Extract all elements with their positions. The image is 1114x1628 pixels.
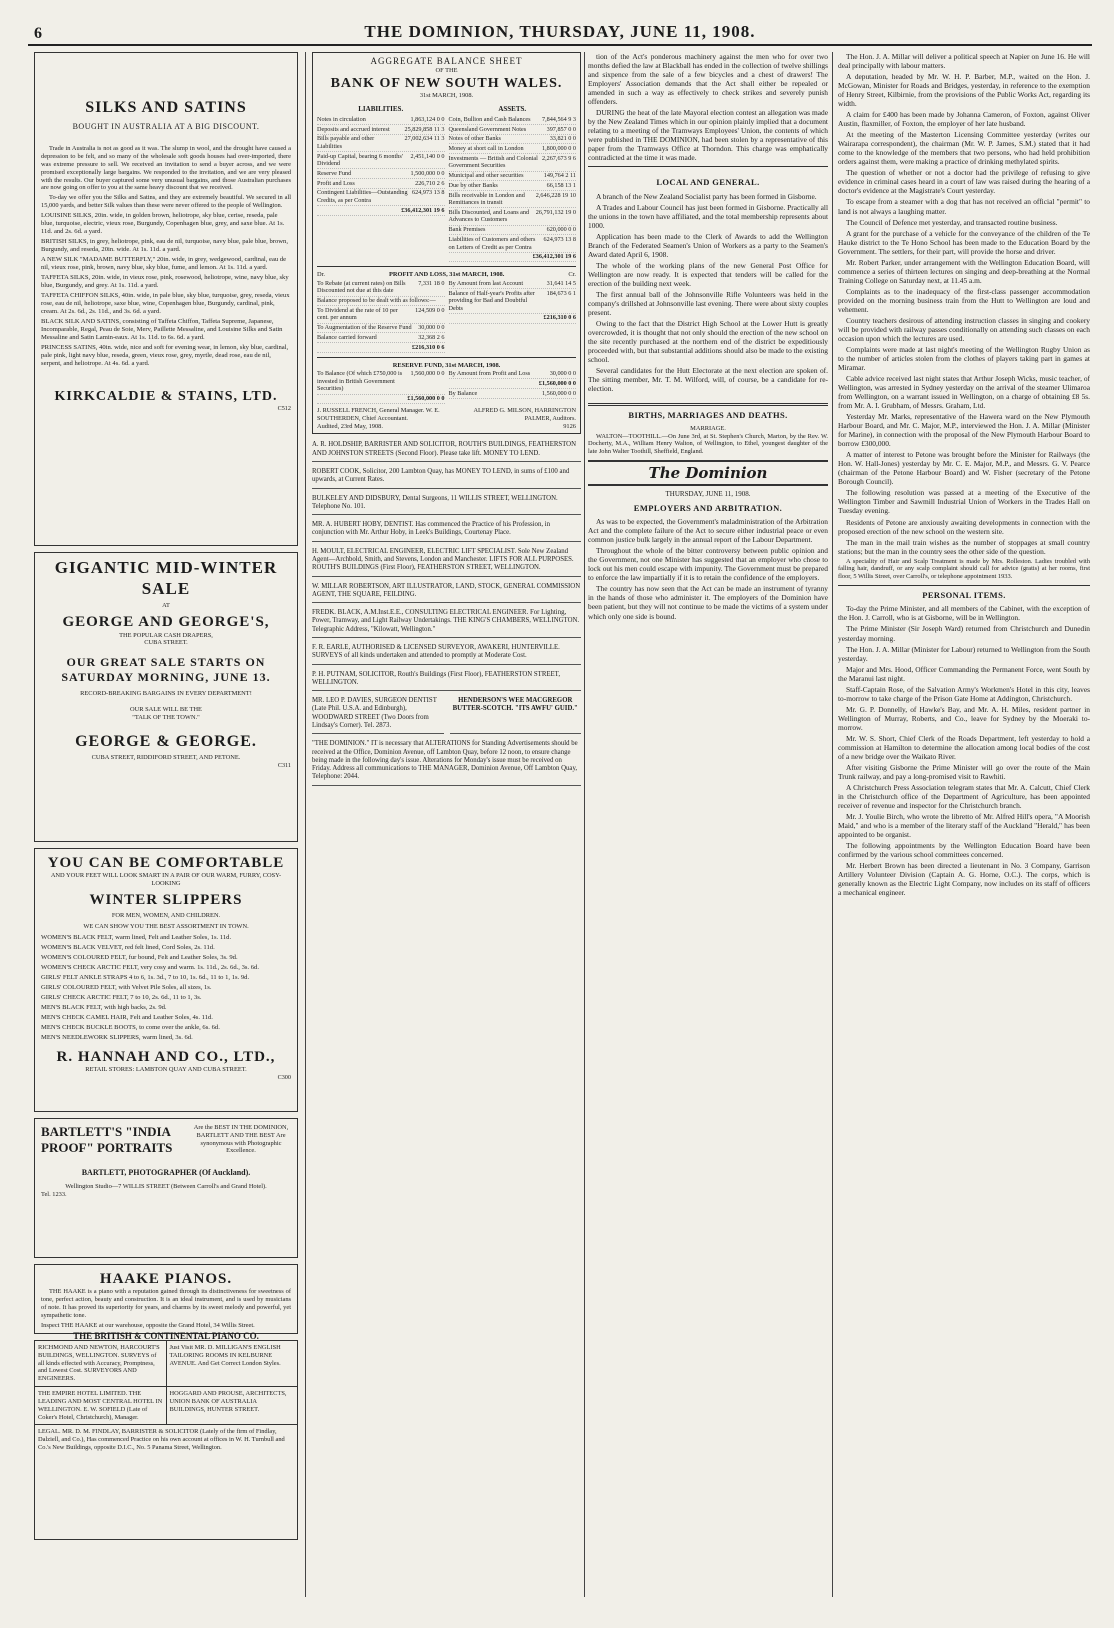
slippers-heading: WINTER SLIPPERS: [89, 891, 243, 908]
pl-line: To Dividend at the rate of 10 per cent. per annum 124,509 0 0: [317, 306, 445, 323]
professional-card: MR. LEO P. DAVIES, SURGEON DENTIST (Late Phil. U.S.A. and Edinburgh), WOODWARD STREET (Two Doors from Lindsay's Corner). Tel. 2873.: [312, 694, 444, 734]
george-address: CUBA STREET, RIDDIFORD STREET, AND PETONE.: [91, 754, 241, 762]
local-item: Several candidates for the Hutt Electorate at the next election are spoken of. The sitting member, Mr. T. M. Wilford, will, of course, be a candidate for re-election.: [588, 366, 828, 394]
slippers-intro: WE CAN SHOW YOU THE BEST ASSORTMENT IN TOWN.: [83, 923, 249, 931]
pl-heading: PROFIT AND LOSS, 31st MARCH, 1908.: [389, 271, 505, 279]
asset-line: Notes of other Banks 33,821 0 0: [449, 135, 577, 145]
comfortable-heading: YOU CAN BE COMFORTABLE: [47, 855, 285, 871]
pl-line: Balance proposed to be dealt with as follows:—: [317, 297, 445, 307]
ad-ref: C512: [277, 405, 291, 413]
newspaper-title: THE DOMINION, THURSDAY, JUNE 11, 1908.: [364, 22, 756, 41]
silks-item: BRITISH SILKS, in grey, heliotrope, pink, eau de nil, turquoise, navy blue, pale blue, brown, Burgundy, and reseda, 20in. wide. At 1s. 11d. a yard.: [41, 237, 288, 253]
silks-intro: Trade in Australia is not as good as it was. The slump in wool, and the drought have caused a depression to be felt, and so many of the wholesale soft goods houses had over-imported, there was extreme pressure to sell. We received an invitation to send a buyer across, and we were promised exceptionally large bargains. We responded to the invitation, and we are very pleased with the results. Our buyer captured some very unusual bargains, and those Australian purchases are now going on offer to you at the same heavy discount that we received.: [41, 145, 291, 192]
bmd-heading: BIRTHS, MARRIAGES AND DEATHS.: [628, 410, 788, 421]
liability-line: Paid-up Capital, bearing 6 months' Dividend 2,451,140 0 0: [317, 152, 445, 169]
pl-line: To Rebate (at current rates) on Bills Discounted not due at this date 7,331 18 0: [317, 279, 445, 296]
bank-auditors: ALFRED G. MILSON, HARRINGTON PALMER, Auditors.: [473, 407, 576, 422]
personal-item: Mr. G. P. Donnelly, of Hawke's Bay, and Mr. A. H. Miles, resident partner in Wellington of Murray, Roberts, and Co., leave for Sydney by the Moeraki to-morrow.: [838, 704, 1090, 732]
asset-line: Municipal and other securities 149,764 2 11: [449, 172, 577, 182]
hannah-firm: R. HANNAH AND CO., LTD.,: [56, 1049, 276, 1066]
column-rule: [305, 52, 306, 1597]
news-item: A matter of interest to Petone was brought before the Minister for Railways (the Hon. W. Hall-Jones) yesterday by Mr. C. E. Major, M.P., and Messrs. G. V. Pearce (chairman of the Petone Harbour Board) and W. Fisher (secretary of the Petone Borough Council).: [838, 450, 1090, 487]
professional-card: BULKELEY AND DIDSBURY, Dental Surgeons, 11 WILLIS STREET, WELLINGTON. Telephone No. 101.: [312, 492, 581, 516]
personal-item: Mr. J. Youlie Birch, who wrote the libretto of Mr. Alfred Hill's opera, "A Moorish Maid," and who is a member of the literary staff of the Auckland "Herald," has been appointed to be organist.: [838, 812, 1090, 840]
silks-item: A NEW SILK "MADAME BUTTERFLY," 20in. wide, in grey, wedgewood, cardinal, eau de nil, vieux rose, pink, brown, navy blue, sky blue, fume, and lemon. At 1s. 11d. a yard.: [41, 255, 287, 271]
balance-sheet-date: 31st MARCH, 1908.: [419, 91, 474, 99]
bartlett-tel: Tel. 1233.: [41, 1191, 67, 1199]
haake-advertisement: [34, 1264, 298, 1342]
reserve-fund-heading: RESERVE FUND, 31st MARCH, 1908.: [392, 361, 501, 369]
sale-record: RECORD-BREAKING BARGAINS IN EVERY DEPARTMENT!: [80, 690, 252, 698]
asset-line: Money at short call in London 1,800,000 0 0: [449, 144, 577, 154]
george-tagline: THE POPULAR CASH DRAPERS,: [119, 631, 213, 639]
silks-item: TAFFETA SILKS, 20in. wide, in vieux rose, pink, rosewood, heliotrope, wine, navy blue, sky blue, Burgundy, and grey. At 1s. 11d. a yard.: [41, 273, 289, 290]
pl-line: Balance of Half-year's Profits after providing for Bad and Doubtful Debts 184,673 6 1: [449, 289, 577, 314]
henderson-ad: HENDERSON'S WEE MACGREGOR BUTTER-SCOTCH. "ITS AWFU' GUID.": [450, 694, 582, 734]
news-item: The following resolution was passed at a meeting of the Executive of the Wellington Timber and Sawmill Industrial Union of Workers in the Trades Hall on Tuesday evening.: [838, 488, 1090, 516]
asset-line: Queensland Government Notes 397,857 0 0: [449, 125, 577, 135]
editorial-paragraph: As was to be expected, the Government's maladministration of the Arbitration Act and the complete failure of the Act to secure either industrial peace or even common justice bulk largely in the annual report of the Labour Department.: [588, 517, 828, 545]
findlay-ad: LEGAL. MR. D. M. FINDLAY, BARRISTER & SOLICITOR (Lately of the firm of Findlay, Dalziell, and Co.), Has commenced Practice on his own account at offices in W. H. Turnbull and Co.'s New Buildings, opposite D.I.C., No. 5 Panama Street, Wellington.: [38, 1428, 285, 1451]
silks-subheading: BOUGHT IN AUSTRALIA AT A BIG DISCOUNT.: [72, 121, 260, 131]
news-item: The Council of Defence met yesterday, and transacted routine business.: [846, 217, 1058, 227]
rf-total: £1,560,000 0 0: [317, 395, 445, 405]
bartlett-claim: Are the BEST IN THE DOMINION, BARTLETT AND THE BEST Are synonymous with Photographic Excellence.: [193, 1124, 289, 1155]
bartlett-heading: BARTLETT'S "INDIA PROOF" PORTRAITS: [41, 1124, 173, 1155]
professional-card: P. H. PUTNAM, SOLICITOR, Routh's Buildings (First Floor), FEATHERSTON STREET, WELLINGTON.: [312, 668, 581, 692]
professional-card: A. R. HOLDSHIP, BARRISTER AND SOLICITOR, ROUTH'S BUILDINGS, FEATHERSTON AND JOHNSTON STREETS (Second Floor). Please take lift. MONEY TO LEND.: [312, 438, 581, 462]
marriage-heading: MARRIAGE.: [690, 424, 726, 432]
asset-line: Coin, Bullion and Cash Balances 7,844,564 9 3: [449, 115, 577, 125]
pl-cr: Cr.: [568, 271, 576, 279]
comfortable-sub: AND YOUR FEET WILL LOOK SMART IN A PAIR OF OUR WARM, FURRY, COSY-LOOKING: [50, 872, 282, 888]
silks-heading: SILKS AND SATINS: [85, 99, 247, 116]
column-1: [34, 52, 298, 1597]
piano-co: THE BRITISH & CONTINENTAL PIANO CO.: [73, 1331, 259, 1342]
pl-dr: Dr.: [317, 271, 325, 279]
personal-item: A Christchurch Press Association telegram states that Mr. A. Calcutt, Chief Clerk in the Christchurch office of the Department of Agriculture, has been appointed receiver of revenue and inspector for the Christchurch branch.: [838, 782, 1090, 811]
news-item: The man in the mail train wishes as the number of stoppages at small country stations; but the man in the country sees the other side of the question.: [838, 537, 1090, 556]
slipper-item: WOMEN'S BLACK FELT, warm lined, Felt and Leather Soles, 1s. 11d.: [41, 933, 232, 941]
slipper-item: MEN'S BLACK FELT, with high backs, 2s. 9d.: [41, 1004, 167, 1012]
asset-line: Bank Premises 620,000 0 0: [449, 226, 577, 236]
personal-item: Staff-Captain Rose, of the Salvation Army's Workmen's Hotel in this city, leaves to-morrow to take charge of the Prison Gate Home at Addington, Christchurch.: [838, 684, 1090, 703]
personal-item: After visiting Gisborne the Prime Minister will go over the route of the Main Trunk railway, and pay a long-promised visit to Rawhiti.: [838, 762, 1090, 781]
slipper-item: MEN'S NEEDLEWORK SLIPPERS, warm lined, 3s. 6d.: [41, 1034, 193, 1042]
personal-item: The following appointments by the Wellington Education Board have been confirmed by the various school committees concerned.: [838, 841, 1090, 860]
professional-card: F. R. EARLE, AUTHORISED & LICENSED SURVEYOR, AWAKERI, HUNTERVILLE. SURVEYS of all kinds undertaken and attended to promptly at Moderate Cost.: [312, 641, 581, 665]
hannah-address: RETAIL STORES: LAMBTON QUAY AND CUBA STREET.: [85, 1066, 247, 1074]
personal-item: Major and Mrs. Hood, Officer Commanding the Permanent Force, went South by the Maranui last night.: [838, 664, 1090, 683]
pl-line: Balance carried forward 32,368 2 6: [317, 333, 445, 343]
pl-line: By Amount from last Account 31,641 14 5: [449, 279, 577, 289]
silks-item: PRINCESS SATINS, 40in. wide, nice and soft for evening wear, in lemon, sky blue, cardinal, pale pink, light navy blue, reseda, green, vieux rose, grey, myrtle, dead rose, eau de nil, serpent, and heliotrope. At 4s. 6d. a yard.: [41, 344, 289, 368]
hannah-advertisement: [34, 848, 298, 1112]
personal-item: The Prime Minister (Sir Joseph Ward) returned from Christchurch and Dunedin yesterday morning.: [838, 624, 1090, 643]
ad-ref: C300: [277, 1074, 291, 1082]
richmond-newton-ad: RICHMOND AND NEWTON, HARCOURT'S BUILDINGS, WELLINGTON. SURVEYS of all kinds effected with Accuracy, Promptness, and Lowest Cost. SURVEYORS AND ENGINEERS.: [38, 1344, 160, 1383]
news-item: Country teachers desirous of attending instruction classes in singing and cookery will be provided with railway passes conditionally on attending such classes on each occasion upon which the lectures are used.: [838, 315, 1090, 343]
liability-line: Bills payable and other Liabilities 27,002,634 11 3: [317, 135, 445, 152]
news-item: Residents of Petone are anxiously awaiting developments in connection with the proposed erection of the new school on the western site.: [838, 517, 1090, 536]
local-item: The first annual ball of the Johnsonville Rifle Volunteers was held in the company's drillshed at Johnsonville last evening. There were about sixty couples present.: [588, 290, 828, 318]
bank-name: BANK OF NEW SOUTH WALES.: [330, 75, 563, 91]
haake-text: THE HAAKE is a piano with a reputation gained through its distinctiveness for sweetness of tone, perfect action, beauty and construction. It is an ideal instrument, and is used by musicians of note. It has proved its superiority for years, and charms by its sweet melody and powerful, yet sympathetic tone.: [41, 1288, 291, 1319]
sale-heading: GIGANTIC MID-WINTER SALE: [54, 558, 278, 598]
slipper-item: WOMEN'S COLOURED FELT, fur bound, Felt and Leather Soles, 3s. 9d.: [41, 953, 238, 961]
asset-line: Due by other Banks 66,158 13 1: [449, 181, 577, 191]
liability-line: Profit and Loss 226,710 2 6: [317, 179, 445, 189]
professional-card: FREDK. BLACK, A.M.Inst.E.E., CONSULTING ELECTRICAL ENGINEER. For Lighting, Power, Tramway, and Light Railway Undertakings. THE KING'S CHAMBERS, WELLINGTON. Telegraphic Address, "Kilowatt, Wellington.": [312, 606, 581, 638]
balance-sheet-of: OF THE: [435, 66, 458, 74]
local-item: A branch of the New Zealand Socialist party has been formed in Gisborne.: [596, 191, 817, 201]
news-item: The Hon. J. A. Millar will deliver a political speech at Napier on June 16. He will deal principally with labour matters.: [838, 52, 1090, 71]
george-advertisement: [34, 552, 298, 842]
news-item: Cable advice received last night states that Arthur Joseph Wicks, music teacher, of Wellington, was arrested in Sydney yesterday on the arrival of the steamer Ulimaroa from Wellington, on a warrant issued in Wellington, on a charge of obtaining £8 5s. from Mr. A. I. Grubham, of Messrs. Graham, Ltd.: [838, 374, 1090, 411]
local-item: The whole of the working plans of the new General Post Office for Wellington are now ready. It is expected that tenders will be called for the erection of the building next week.: [588, 260, 828, 289]
balance-sheet-title: AGGREGATE BALANCE SHEET: [370, 56, 523, 66]
asset-line: Bills receivable in London and Remittances in transit 2,646,228 19 10: [449, 191, 577, 208]
small-ads-grid: [34, 1340, 298, 1540]
professional-card: MR. A. HUBERT HOBY, DENTIST. Has commenced the Practice of his Profession, in conjunction with Mr. Arthur Hoby, in Leek's Buildings, Courtenay Place.: [312, 518, 581, 542]
kirkcaldie-signature: KIRKCALDIE & STAINS, LTD.: [54, 389, 278, 405]
rf-line: By Amount from Profit and Loss 30,000 0 0: [449, 370, 577, 380]
liability-line: Notes in circulation 1,863,124 0 0: [317, 115, 445, 125]
ad-ref: 9126: [563, 422, 576, 430]
slipper-item: MEN'S CHECK CAMEL HAIR, Felt and Leather Soles, 4s. 11d.: [41, 1014, 213, 1022]
masthead: [28, 22, 1092, 46]
ad-ref: C311: [277, 762, 291, 770]
personal-item: To-day the Prime Minister, and all members of the Cabinet, with the exception of the Hon. J. Carroll, who is at Gisborne, will be in Wellington.: [838, 604, 1090, 623]
asset-line: Liabilities of Customers and others on Letters of Credit as per Contra 624,973 13 8: [449, 235, 577, 252]
hair-treatment-notice: A speciality of Hair and Scalp Treatment is made by Mrs. Rolleston. Ladies troubled with falling hair, dandruff, or any scalp complaint should call for advice (gratis) at her rooms, first floor, 5 Willis Street, over Carroll's, or telephone appointment 1933.: [838, 557, 1090, 581]
column-rule: [584, 52, 585, 1597]
article-paragraph: tion of the Act's ponderous machinery against the men who for over two months defied the law at Blackball has ended in the collection of twelve shillings and sixpence from the sale of a few bicycles and a chest of drawers! The Employers' Association demands that the Act shall either be repealed or amended in such a way as effectively to check strikes and severely punish offenders.: [588, 52, 828, 107]
personal-item: The Hon. J. A. Millar (Minister for Labour) returned to Wellington from the South yesterday.: [838, 644, 1090, 663]
professional-card: H. MOULT, ELECTRICAL ENGINEER, ELECTRIC LIFT SPECIALIST. Sole New Zealand Agent—Archbold, Smith, and Stevens, London and Manchester. LIFTS FOR ALL PURPOSES. ROUTH'S BUILDINGS (First Floor), FEATHERSTON STREET, WELLINGTON.: [312, 545, 581, 577]
sale-at: AT: [162, 602, 170, 610]
balance-sheet: [312, 52, 581, 434]
empire-hotel-ad: THE EMPIRE HOTEL LIMITED. THE LEADING AND MOST CENTRAL HOTEL IN WELLINGTON. E. W. SOFIELD (Late of Coker's Hotel, Christchurch), Manager.: [38, 1390, 163, 1421]
pl-total: £216,310 0 6: [317, 343, 445, 353]
liability-line: Reserve Fund 1,500,000 0 0: [317, 169, 445, 179]
asset-line: Investments — British and Colonial Government Securities 2,267,673 9 6: [449, 154, 577, 171]
editorial-dateline: THURSDAY, JUNE 11, 1908.: [665, 490, 751, 499]
dominion-notice: "THE DOMINION." IT is necessary that ALTERATIONS for Standing Advertisements should be received at the Office, Dominion Avenue, off Lambton Quay, before 12 noon, to ensure change being made in the following day's issue. Alterations for Monday's issue must be received on Friday. Address all communications to THE MANAGER, Dominion Avenue, Off Lambton Quay, Telephone: 2044.: [312, 737, 581, 785]
assets-heading: ASSETS.: [498, 104, 527, 113]
local-item: A Trades and Labour Council has just been formed in Gisborne. Practically all the unions in the town have affiliated, and the total membership represents about 1000.: [588, 202, 828, 230]
news-item: Complaints as to the inadequacy of the first-class passenger accommodation provided on the morning business train from the Hutt to Wellington are loud and vehement.: [838, 286, 1090, 314]
dominion-masthead: The Dominion: [588, 460, 828, 486]
haake-inspect: Inspect THE HAAKE at our warehouse, opposite the Grand Hotel, 34 Willis Street.: [41, 1321, 255, 1329]
george-firm: GEORGE AND GEORGE'S,: [62, 614, 270, 631]
local-item: Owing to the fact that the District High School at the Lower Hutt is greatly overcrowded, it is thought that not only should the erection of the new school on the site recently purchased at the northern end of the district be expeditiously proceeded with, but that substantial additions should also be made to the existing school.: [588, 319, 828, 365]
slipper-item: GIRLS' COLOURED FELT, with Velvet Pile Soles, all sizes, 1s.: [41, 984, 212, 991]
professional-card: W. MILLAR ROBERTSON, ART ILLUSTRATOR, LAND, STOCK, GENERAL COMMISSION AGENT, THE SQUARE, FEILDING.: [312, 580, 581, 604]
rf-total: £1,560,000 0 0: [449, 379, 577, 389]
personal-items-heading: PERSONAL ITEMS.: [922, 590, 1006, 601]
pl-line: To Augmentation of the Reserve Fund 30,000 0 0: [317, 324, 445, 334]
article-paragraph: DURING the heat of the late Mayoral election contest an allegation was made by the New Zealand Times which in our opinion plainly implied that a document relating to a meeting of the Tramways Employees' Union, the contents of which were published in THE DOMINION, had been stolen by a representative of this paper from the Tramways Office at Thorndon. This charge was emphatically contradicted at the time it was made.: [588, 108, 828, 163]
column-rule: [832, 52, 833, 1597]
news-item: A grant for the purchase of a vehicle for the conveyance of the children of the Te Hauke district to the Te Hono School has been made to the Education Board by the Government. The settlers, for their part, will provide the horse and driver.: [838, 228, 1090, 256]
local-item: Application has been made to the Clerk of Awards to add the Wellington Branch of the Federated Seamen's Union of Workers as a party to the Seamen's Award dated April 6, 1908.: [588, 231, 828, 259]
asset-line: Bills Discounted, and Loans and Advances to Customers 26,791,132 19 0: [449, 208, 577, 225]
slipper-item: GIRLS' FELT ANKLE STRAPS 4 to 6, 1s. 3d., 7 to 10, 1s. 6d., 11 to 1, 1s. 9d.: [41, 973, 250, 981]
silks-item: TAFFETA CHIFFON SILKS, 40in. wide, in pale blue, sky blue, turquoise, grey, reseda, vieux rose, eau de nil, heliotrope, saxe blue, wine, Copenhagen blue, Burgundy, cardinal, pink, cream. At 2s. 6d., 2s. 11d., and 3s. 6d. a yard.: [41, 292, 290, 316]
page-number: 6: [34, 25, 42, 42]
liabilities-total: £36,412,301 19 6: [317, 206, 445, 216]
column-2: [312, 52, 581, 1597]
news-item: Yesterday Mr. Marks, representative of the Hawera ward on the New Plymouth Harbour Board, and Mr. C. Major, M.P., interviewed the Hon. J. A. Millar (Minister for Marine), in connection with the proposal of the New Plymouth Harbour Board to borrow £300,000.: [838, 412, 1090, 449]
news-item: A claim for £400 has been made by Johanna Cameron, of Foxton, against Oliver Austin, flaxmiller, of Foxton, the employer of her late husband.: [838, 110, 1090, 129]
hoggard-prouse-ad: HOGGARD AND PROUSE, ARCHITECTS, UNION BANK OF AUSTRALIA BUILDINGS, HUNTER STREET.: [166, 1387, 298, 1424]
news-item: At the meeting of the Masterton Licensing Committee yesterday (writes our Wairarapa correspondent), the chairman (Mr. W. P. James, S.M.) stated that it had come to the knowledge of the members that two persons, who had held prohibition orders against them, were making a practice of drinking methylated spirits.: [838, 130, 1090, 167]
professional-card: ROBERT COOK, Solicitor, 200 Lambton Quay, has MONEY TO LEND, in sums of £100 and upwards, at Current Rates.: [312, 465, 581, 489]
liability-line: Contingent Liabilities—Outstanding Credits, as per Contra 624,973 13 8: [317, 189, 445, 206]
silks-offer: To-day we offer you the Silks and Satins, and they are extremely beautiful. We secured in all 15,000 yards, and better Silk values than these were never offered to the people of Wellington.: [41, 194, 291, 209]
bartlett-advertisement: [34, 1118, 298, 1258]
marriage-notice: WALTON—TOOTHILL.—On June 3rd, at St. Stephen's Church, Marton, by the Rev. W. Docherty, M.A., William Henry Walton, of Wellington, to Ethel, youngest daughter of the late John Walter Toothill, Sheffield, England.: [588, 432, 828, 456]
editorial-heading: EMPLOYERS AND ARBITRATION.: [633, 502, 783, 513]
personal-item: Mr. W. S. Short, Chief Clerk of the Roads Department, left yesterday to hold a commission at Hamilton to determine the allocation among local bodies of the cost of a new bridge over the Waikato River.: [838, 733, 1090, 761]
silks-item: LOUISINE SILKS, 20in. wide, in golden brown, heliotrope, sky blue, cerise, reseda, pale blue, turquoise, electric, vieux rose, Burgundy, Copenhagen blue, grey, and saxe blue. At 1s. 11d. and 2s. 6d. a yard.: [41, 211, 285, 235]
george-street: CUBA STREET.: [144, 639, 188, 647]
milligan-ad: Just Visit MR. D. MILLIGAN'S ENGLISH TAILORING ROOMS IN KELBURNE AVENUE. And Get Correct London Styles.: [166, 1341, 298, 1386]
news-item: A deputation, headed by Mr. W. H. P. Barber, M.P., waited on the Hon. J. McGowan, Minister for Roads and Bridges, yesterday, in reference to the exemption of Henry Street, Kilbirnie, from the provisions of the Public Works Act, regarding its width.: [838, 72, 1090, 109]
slipper-item: GIRLS' CHECK ARCTIC FELT, 7 to 10, 2s. 6d., 11 to 1, 3s.: [41, 994, 202, 1002]
haake-heading: HAAKE PIANOS.: [99, 1271, 233, 1287]
assets-total: £36,412,301 19 6: [449, 253, 577, 263]
slipper-item: WOMEN'S CHECK ARCTIC FELT, very cosy and warm. 1s. 11d., 2s. 6d., 3s. 6d.: [41, 963, 259, 971]
sale-will-be: OUR SALE WILL BE THE: [130, 706, 202, 714]
editorial-paragraph: The country has now seen that the Act can be made an instrument of tyranny in the hands of those who administer it. The employers of the Dominion have been patient, but they will not continue to be made the victims of a system under which only one side is bound.: [588, 584, 828, 621]
column-3: [588, 52, 828, 1597]
news-item: Complaints were made at last night's meeting of the Wellington Rugby Union as to the number of articles stolen from the clothes of players taking part in games at Miramar.: [838, 344, 1090, 372]
audited-date: Audited, 23rd May, 1908.: [317, 422, 383, 430]
slipper-item: WOMEN'S BLACK VELVET, red felt lined, Cord Soles, 2s. 11d.: [41, 943, 215, 951]
george-signature: GEORGE & GEORGE.: [75, 732, 257, 750]
liability-line: Deposits and accrued interest 25,829,858 11 3: [317, 125, 445, 135]
slippers-for: FOR MEN, WOMEN, AND CHILDREN.: [111, 912, 221, 920]
personal-item: Mr. Herbert Brown has been directed a lieutenant in No. 3 Company, Garrison Artillery Volunteer Division (Captain A. G. Horne, O.C.). The corps, which is generally known as the Electric Light Company, now includes on its staff of officers a mechanical engineer.: [838, 861, 1090, 898]
silks-item: BLACK SILK AND SATINS, consisting of Taffeta Chiffon, Taffeta Supreme, Japanese, Incomparable, Regal, Peau de Soie, Merv, Paillette Messaline, and Louisine Silks and Satin Messaline and Satin Lamin-eaux. At 1s. 11d. to 6s. 6d. a yard.: [41, 318, 283, 342]
pl-total: £216,310 0 6: [449, 314, 577, 324]
sale-talk: "TALK OF THE TOWN.": [132, 714, 200, 722]
rf-line: By Balance 1,560,000 0 0: [449, 389, 577, 399]
slipper-item: MEN'S CHECK BUCKLE BOOTS, to come over the ankle, 6s. 6d.: [41, 1024, 220, 1032]
editorial-paragraph: Throughout the whole of the bitter controversy between public opinion and the Government, not one Minister has suggested that an employer who chose to lock out his men could escape with impunity. The Government must be prepared to enforce the law impartially if it is to retain the confidence of the employers.: [588, 546, 828, 583]
rf-line: To Balance (Of which £750,000 is invested in British Government Securities) 1,560,000 0 0: [317, 370, 445, 395]
news-item: To escape from a steamer with a dog that has not received an official "permit" to land is not always a laughing matter.: [838, 197, 1090, 216]
bartlett-studio: Wellington Studio—7 WILLIS STREET (Between Carroll's and Grand Hotel).: [65, 1183, 267, 1191]
local-general-heading: LOCAL AND GENERAL.: [656, 177, 760, 188]
liabilities-heading: LIABILITIES.: [358, 104, 404, 113]
bank-officers: J. RUSSELL FRENCH, General Manager. W. E. SOUTHERDEN, Chief Accountant.: [317, 407, 440, 422]
sale-starts: OUR GREAT SALE STARTS ON SATURDAY MORNING, JUNE 13.: [61, 655, 271, 684]
column-4: [838, 52, 1090, 1597]
news-item: The question of whether or not a doctor had the privilege of refusing to give evidence in criminal cases heard in a court of law was raised during the hearing of a doctor's evidence at the Magistrate's Court yesterday.: [838, 168, 1090, 196]
silks-advertisement: [34, 52, 298, 546]
bartlett-name: BARTLETT, PHOTOGRAPHER (Of Auckland).: [81, 1167, 251, 1177]
news-item: Mr. Robert Parker, under arrangement with the Wellington Education Board, will commence a series of thirteen lectures on singing and deep-breathing at the Normal Training College on Saturday next, at 11.45 a.m.: [838, 257, 1090, 285]
